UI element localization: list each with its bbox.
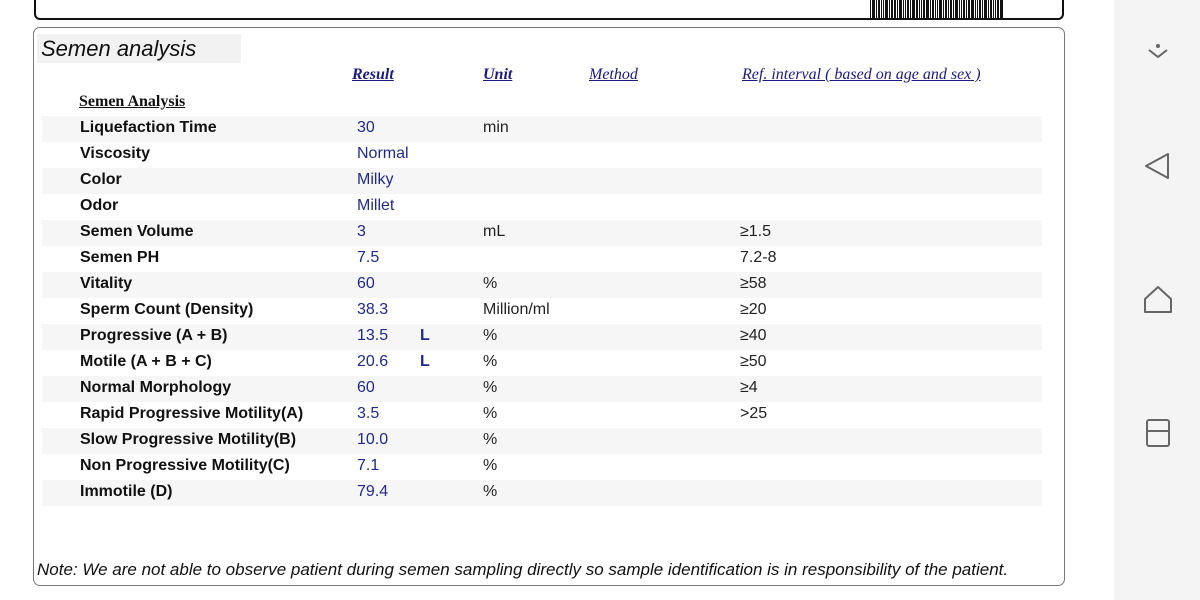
row-label: Odor — [80, 197, 119, 214]
row-label: Color — [80, 171, 122, 188]
accessibility-icon — [1138, 32, 1178, 72]
row-label: Progressive (A + B) — [80, 327, 228, 344]
row-flag: L — [420, 327, 430, 344]
semen-analysis-report — [33, 27, 1065, 586]
row-label: Slow Progressive Motility(B) — [80, 431, 297, 448]
row-label: Semen Volume — [80, 223, 194, 240]
table-row — [42, 168, 1042, 194]
table-row — [42, 142, 1042, 168]
table-row — [42, 428, 1042, 454]
row-result: Millet — [357, 197, 395, 214]
column-header-ref-interval: Ref. interval ( based on age and sex ) — [742, 66, 981, 83]
row-ref-interval: ≥1.5 — [740, 223, 772, 240]
row-result: Milky — [357, 171, 394, 188]
barcode — [870, 0, 1003, 20]
row-unit: % — [483, 483, 498, 500]
home-icon — [1138, 280, 1178, 320]
row-ref-interval: ≥58 — [740, 275, 767, 292]
row-unit: % — [483, 353, 498, 370]
row-result: Normal — [357, 145, 409, 162]
row-ref-interval: >25 — [740, 405, 768, 422]
row-unit: Million/ml — [483, 301, 550, 318]
row-label: Sperm Count (Density) — [80, 301, 254, 318]
table-row — [42, 116, 1042, 142]
table-row — [42, 402, 1042, 428]
table-row — [42, 324, 1042, 350]
table-row — [42, 194, 1042, 220]
table-row — [42, 350, 1042, 376]
row-ref-interval: ≥4 — [740, 379, 758, 396]
row-result: 7.1 — [357, 457, 380, 474]
row-label: Viscosity — [80, 145, 150, 162]
row-label: Vitality — [80, 275, 133, 292]
accessibility-button[interactable] — [1138, 32, 1178, 72]
table-row — [42, 454, 1042, 480]
row-ref-interval: ≥50 — [740, 353, 767, 370]
back-button[interactable] — [1138, 146, 1178, 186]
table-row — [42, 272, 1042, 298]
navigation-bar — [1114, 0, 1200, 600]
row-unit: mL — [483, 223, 506, 240]
table-row — [42, 220, 1042, 246]
row-result: 13.5 — [357, 327, 389, 344]
row-label: Rapid Progressive Motility(A) — [80, 405, 304, 422]
row-unit: % — [483, 405, 498, 422]
recents-button[interactable] — [1138, 412, 1178, 452]
row-result: 10.0 — [357, 431, 389, 448]
row-ref-interval: ≥40 — [740, 327, 767, 344]
row-result: 60 — [357, 379, 375, 396]
table-row — [42, 376, 1042, 402]
column-header-result: Result — [352, 66, 394, 83]
row-result: 79.4 — [357, 483, 389, 500]
row-unit: % — [483, 327, 498, 344]
row-label: Semen PH — [80, 249, 160, 266]
subsection-title: Semen Analysis — [79, 93, 186, 110]
row-ref-interval: ≥20 — [740, 301, 767, 318]
row-result: 7.5 — [357, 249, 380, 266]
row-unit: % — [483, 431, 498, 448]
recents-icon — [1138, 412, 1178, 452]
section-title: Semen analysis — [37, 34, 241, 63]
row-label: Non Progressive Motility(C) — [80, 457, 290, 474]
row-unit: % — [483, 379, 498, 396]
column-header-method: Method — [589, 66, 638, 83]
row-unit: % — [483, 457, 498, 474]
results-table — [42, 116, 1042, 506]
row-result: 3.5 — [357, 405, 380, 422]
row-label: Motile (A + B + C) — [80, 353, 212, 370]
row-unit: % — [483, 275, 498, 292]
row-label: Normal Morphology — [80, 379, 232, 396]
row-result: 38.3 — [357, 301, 389, 318]
row-label: Immotile (D) — [80, 483, 173, 500]
row-result: 20.6 — [357, 353, 389, 370]
home-button[interactable] — [1138, 280, 1178, 320]
table-row — [42, 298, 1042, 324]
row-ref-interval: 7.2-8 — [740, 249, 777, 266]
row-result: 60 — [357, 275, 375, 292]
row-result: 30 — [357, 119, 375, 136]
column-header-unit: Unit — [483, 66, 513, 83]
triangle-back-icon — [1138, 146, 1178, 186]
table-row — [42, 246, 1042, 272]
row-unit: min — [483, 119, 509, 136]
row-result: 3 — [357, 223, 366, 240]
row-flag: L — [420, 353, 430, 370]
sampling-note: Note: We are not able to observe patient during semen sampling directly so sample identification is in responsibility of the patient. — [37, 560, 1009, 579]
table-row — [42, 480, 1042, 506]
row-label: Liquefaction Time — [80, 119, 217, 136]
